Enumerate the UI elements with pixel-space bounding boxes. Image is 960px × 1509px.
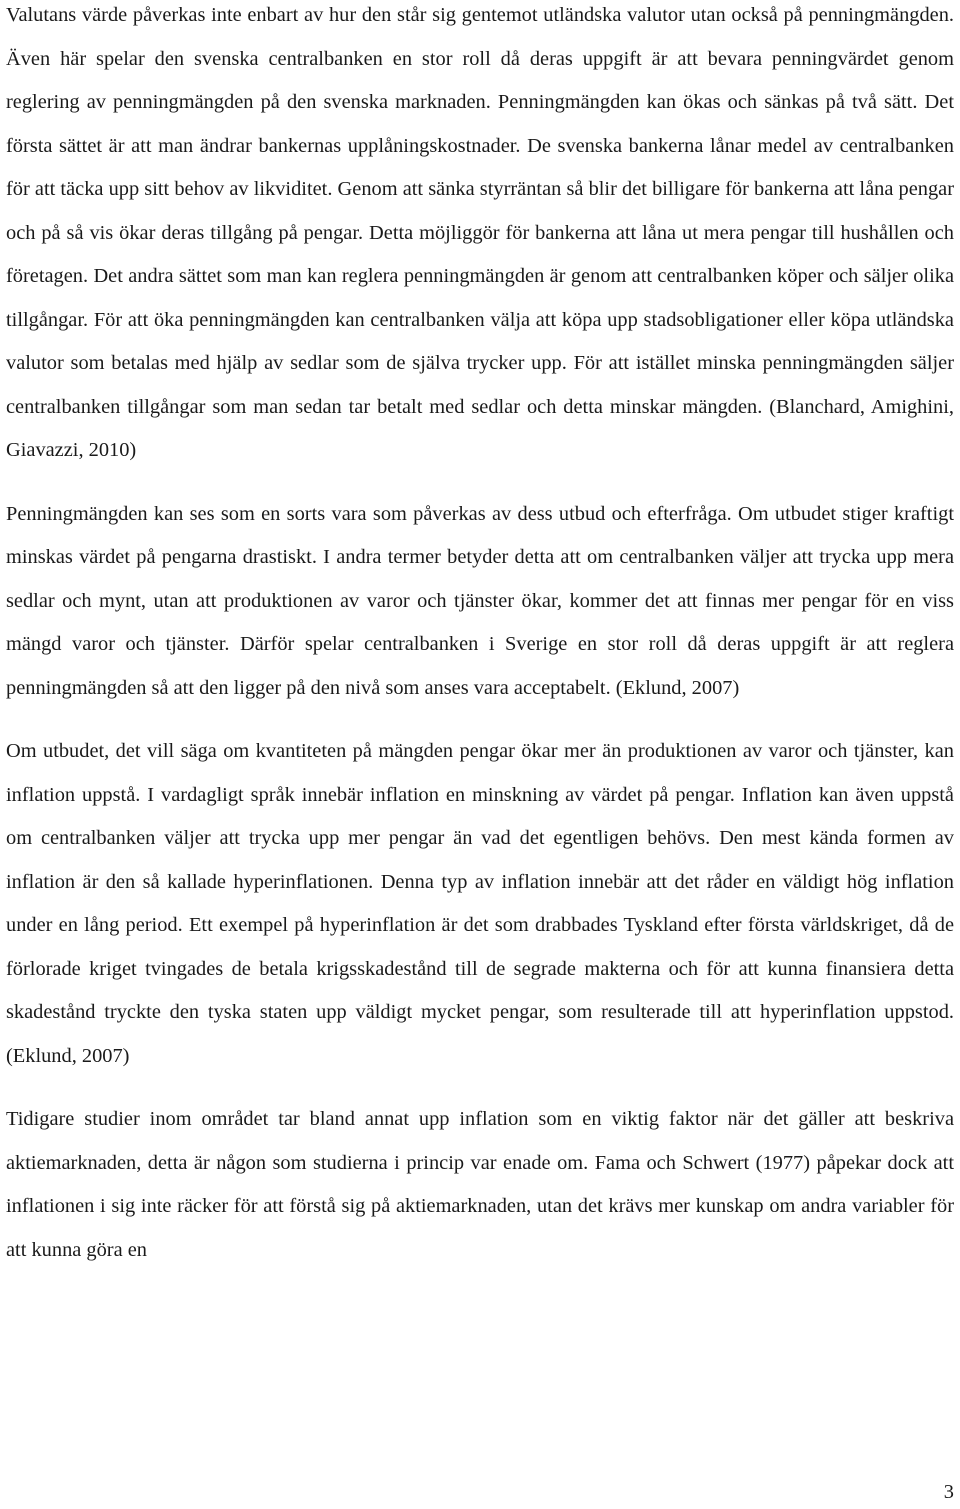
paragraph-inflation: Om utbudet, det vill säga om kvantiteten på mängden pengar ökar mer än produktionen av varor och tjänster, kan inflation uppstå. I vardagligt språk innebär inflation en minskning av värdet på pengar. Inflation kan även uppstå om centralbanken väljer att trycka upp mer pengar än vad det egentligen behövs. Den mest kända formen av inflation är den så kallade hyperinflationen. Denna typ av inflation innebär att det råder en väldigt hög inflation under en lång period. Ett exempel på hyperinflation är det som drabbades Tyskland efter första världskriget, då de förlorade kriget tvingades de betala krigsskadestånd till de segrade makterna och för att kunna finansiera detta skadestånd tryckte den tyska staten upp väldigt mycket pengar, som resulterade till att hyperinflation uppstod. (Eklund, 2007) bbox=[6, 740, 954, 1067]
page-number: 3 bbox=[943, 1481, 954, 1503]
paragraph-money-supply-regulation: Valutans värde påverkas inte enbart av hur den står sig gentemot utländska valutor utan också på penningmängden. Även här spelar den svenska centralbanken en stor roll då deras uppgift är att bevara penningvärdet genom reglering av penningmängden på den svenska marknaden. Penningmängden kan ökas och sänkas på två sätt. Det första sättet är att man ändrar bankernas upplåningskostnader. De svenska bankerna lånar medel av centralbanken för att täcka upp sitt behov av likviditet. Genom att sänka styrräntan så blir det billigare för bankerna att låna pengar och på så vis ökar deras tillgång på pengar. Detta möjliggör för bankerna att låna ut mera pengar till hushållen och företagen. Det andra sättet som man kan reglera penningmängden är genom att centralbanken köper och säljer olika tillgångar. För att öka penningmängden kan centralbanken välja att köpa upp stadsobligationer eller köpa utländska valutor som betalas med hjälp av sedlar som de själva trycker upp. För att istället minska penningmängden säljer centralbanken tillgångar som man sedan tar betalt med sedlar och detta minskar mängden. (Blanchard, Amighini, Giavazzi, 2010) bbox=[6, 4, 954, 461]
paragraph-money-supply-and-demand: Penningmängden kan ses som en sorts vara som påverkas av dess utbud och efterfråga. Om utbudet stiger kraftigt minskas värdet på pengarna drastiskt. I andra termer betyder detta att om centralbanken väljer att trycka upp mera sedlar och mynt, utan att produktionen av varor och tjänster ökar, kommer det att finnas mer pengar för en viss mängd varor och tjänster. Därför spelar centralbanken i Sverige en stor roll då deras uppgift är att reglera penningmängden så att den ligger på den nivå som anses vara acceptabelt. (Eklund, 2007) bbox=[6, 502, 954, 699]
document-page bbox=[6, 0, 954, 1272]
paragraph-previous-studies: Tidigare studier inom området tar bland annat upp inflation som en viktig faktor när det gäller att beskriva aktiemarknaden, detta är någon som studierna i princip var enade om. Fama och Schwert (1977) påpekar dock att inflationen i sig inte räcker för att förstå sig på aktiemarknaden, utan det krävs mer kunskap om andra variabler för att kunna göra en bbox=[6, 1108, 954, 1261]
